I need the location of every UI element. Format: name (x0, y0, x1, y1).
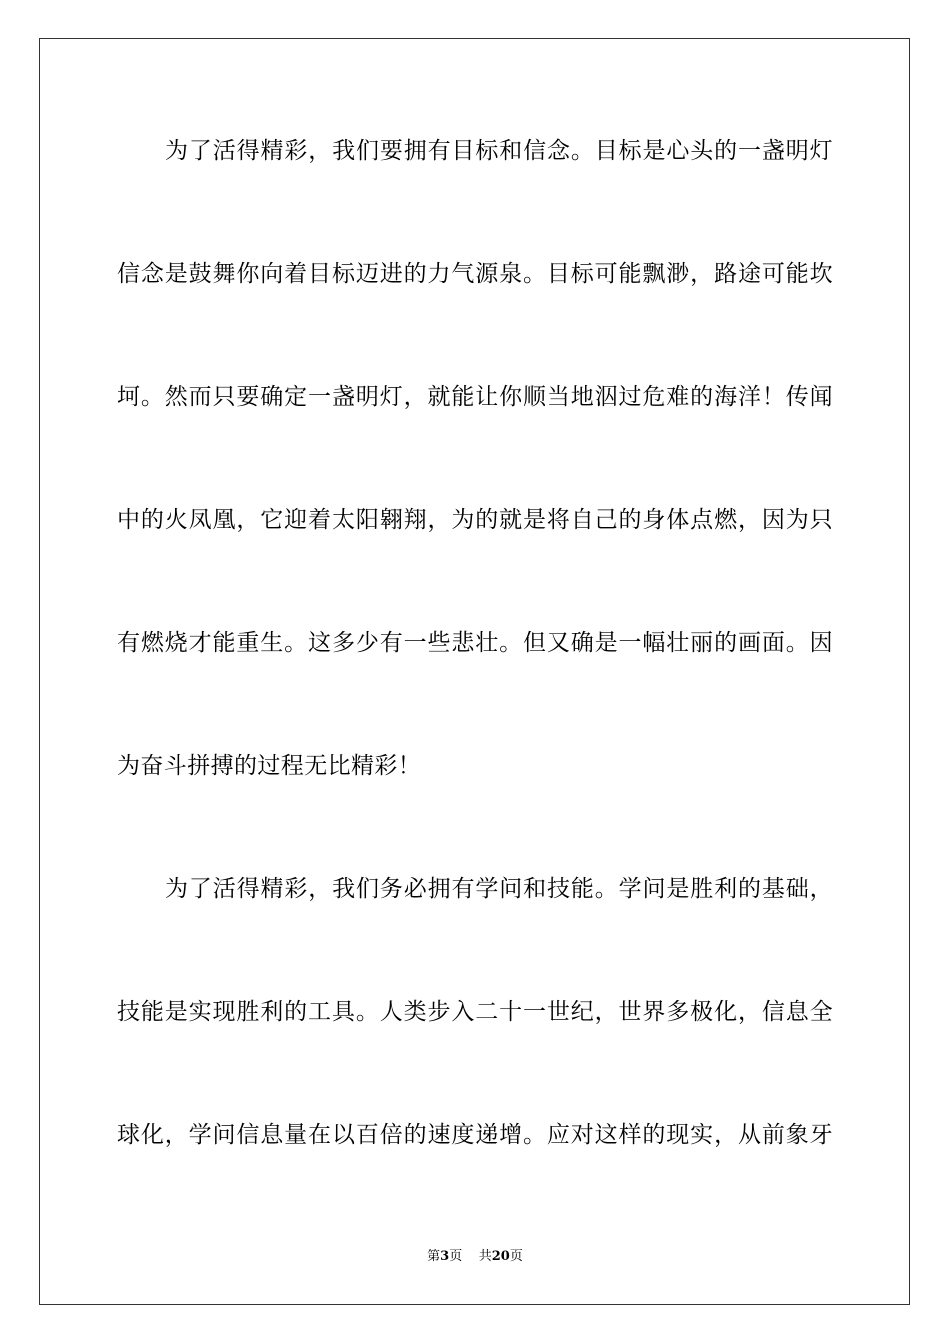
page-suffix: 页 (449, 1249, 463, 1264)
page-footer (0, 1248, 950, 1266)
paragraph-1-line-4: 中的火凤凰，它迎着太阳翱翔，为的就是将自己的身体点燃，因为只 (117, 507, 833, 533)
page-prefix: 第 (427, 1249, 441, 1264)
paragraph-2-line-2: 技能是实现胜利的工具。人类步入二十一世纪，世界多极化，信息全 (117, 999, 833, 1025)
total-pages: 20 (491, 1249, 510, 1264)
total-prefix: 共 (478, 1249, 492, 1264)
paragraph-1-line-5: 有燃烧才能重生。这多少有一些悲壮。但又确是一幅壮丽的画面。因 (117, 630, 833, 656)
paragraph-2-line-1: 为了活得精彩，我们务必拥有学问和技能。学问是胜利的基础， (165, 876, 833, 902)
paragraph-1-line-2: 信念是鼓舞你向着目标迈进的力气源泉。目标可能飘渺，路途可能坎 (117, 261, 833, 287)
paragraph-1-line-1: 为了活得精彩，我们要拥有目标和信念。目标是心头的一盏明灯 (165, 138, 833, 164)
paragraph-1-line-6: 为奋斗拼搏的过程无比精彩！ (117, 753, 422, 779)
page-number: 3 (440, 1249, 450, 1264)
paragraph-1-line-3: 坷。然而只要确定一盏明灯，就能让你顺当地泅过危难的海洋！传闻 (117, 384, 833, 410)
paragraph-2-line-3: 球化，学问信息量在以百倍的速度递增。应对这样的现实，从前象牙 (117, 1122, 833, 1148)
total-suffix: 页 (509, 1249, 523, 1264)
page-border (39, 38, 910, 1305)
